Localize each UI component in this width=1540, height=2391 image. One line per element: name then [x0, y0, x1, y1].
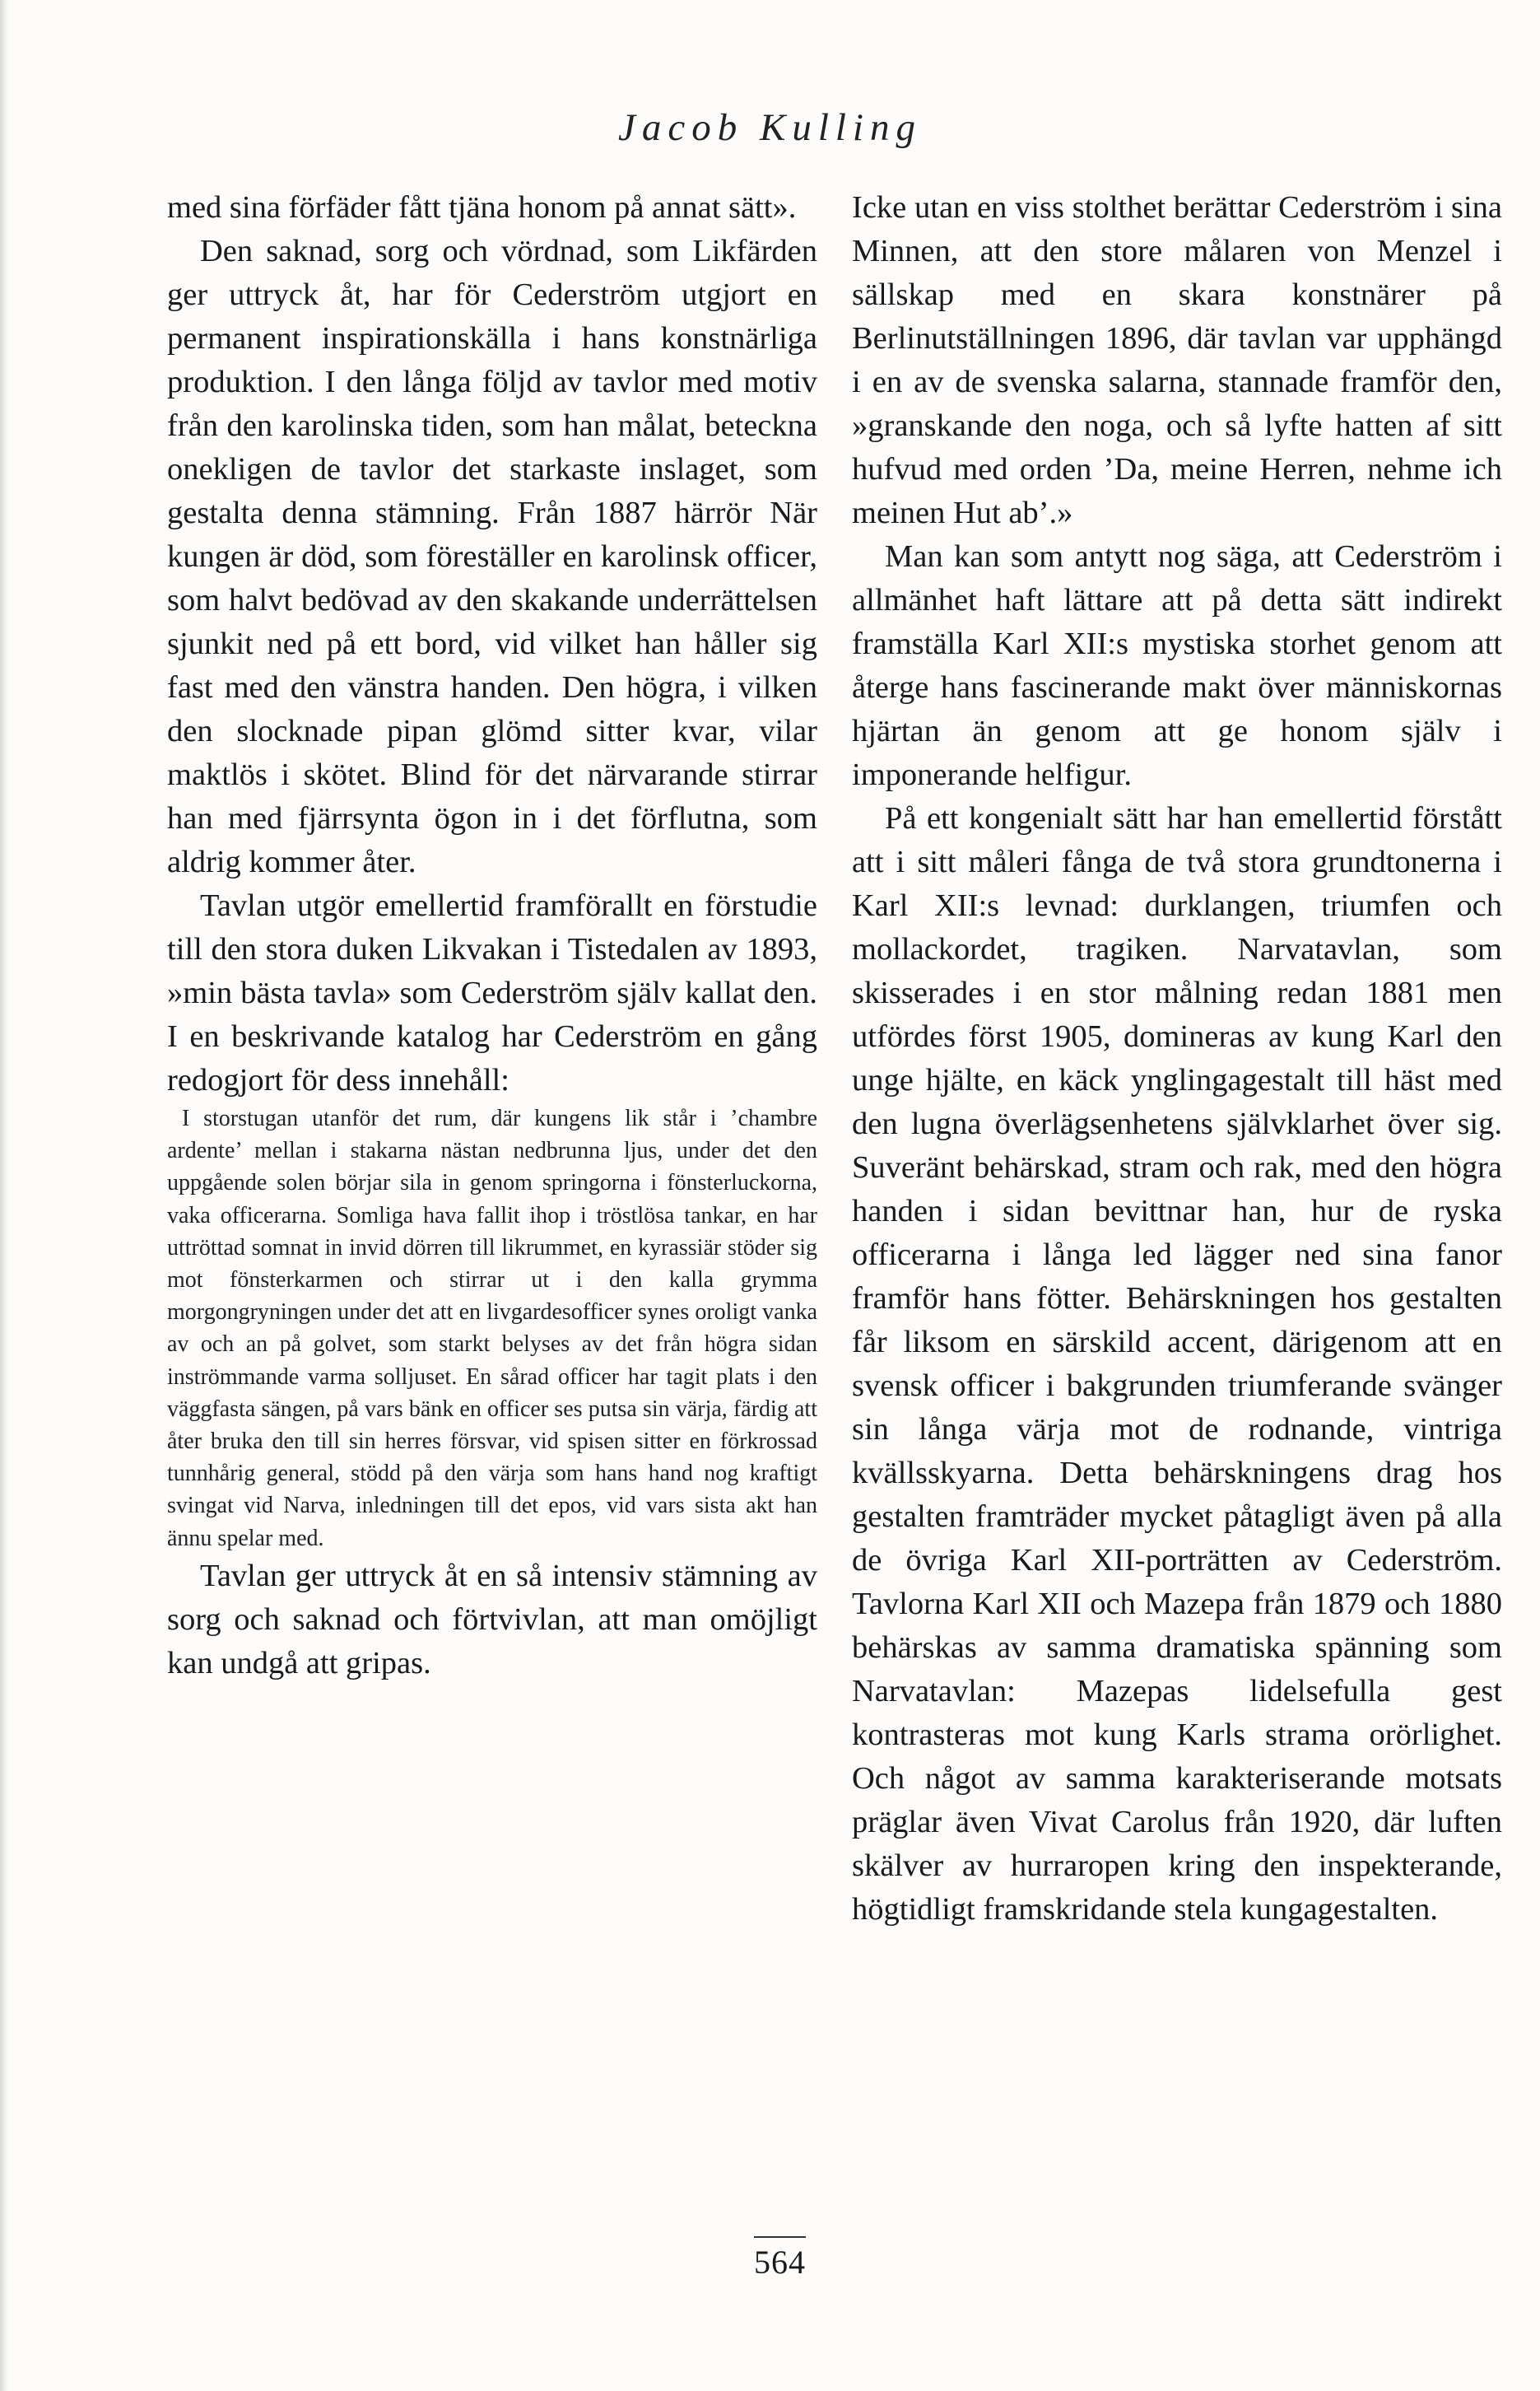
paragraph: Tavlan ger uttryck åt en så intensiv stämning av sorg och saknad och förtvivlan, att man omöjligt kan undgå att gripas.: [167, 1558, 817, 1680]
page-number: 564: [754, 2236, 806, 2281]
right-column: [852, 186, 1502, 1932]
paragraph: Icke utan en viss stolthet berättar Cederström i sina Minnen, att den store målaren von Menzel i sällskap med en skara konstnärer på Berlinutställningen 1896, där tavlan var upphängd i en av de svenska salarna, stannade framför den, »granskande den noga, och så lyfte hatten af sitt hufvud med orden ’Da, meine Herren, nehme ich meinen Hut ab’.»: [852, 190, 1502, 530]
paragraph: På ett kongenialt sätt har han emellertid förstått att i sitt måleri fånga de två stora grundtonerna i Karl XII:s levnad: durklangen, triumfen och mollackordet, tragiken. Narvatavlan, som skisserades i en stor målning redan 1881 men utfördes först 1905, domineras av kung Karl den unge hjälte, en käck ynglingagestalt till häst med den lugna överlägsenhetens självklarhet över sig. Suveränt behärskad, stram och rak, med den högra handen i sidan bevittnar han, hur de ryska officerarna i långa led lägger ned sina fanor framför hans fötter. Behärskningen hos gestalten får liksom en särskild accent, därigenom att en svensk officer i bakgrunden triumferande svänger sin långa värja mot de rodnande, vintriga kvällsskyarna. Detta behärskningens drag hos gestalten framträder mycket påtagligt även på alla de övriga Karl XII-porträtten av Cederström. Tavlorna Karl XII och Mazepa från 1879 och 1880 behärskas av samma dramatiska spänning som Narvatavlan: Mazepas lidelsefulla gest kontrasteras mot kung Karls strama orörlighet. Och något av samma karakteriserande motsats präglar även Vivat Carolus från 1920, där luften skälver av hurraropen kring den inspekterande, högtidligt framskridande stela kungagestalten.: [852, 801, 1502, 1927]
paragraph: Man kan som antytt nog säga, att Cederström i allmänhet haft lättare att på detta sätt indirekt framställa Karl XII:s mystiska storhet genom att återge hans fascinerande makt över människornas hjärtan än genom att ge honom själv i imponerande helfigur.: [852, 539, 1502, 792]
running-title: Jacob Kulling: [618, 106, 922, 149]
paragraph: Tavlan utgör emellertid framförallt en förstudie till den stora duken Likvakan i Tistedalen av 1893, »min bästa tavla» som Cederström själv kallat den. I en beskrivande katalog har Cederström en gång redogjort för dess innehåll:: [167, 888, 817, 1098]
page-edge-shadow: [0, 0, 8, 2391]
block-quote: I storstugan utanför det rum, där kungens lik står i ’chambre ardente’ mellan i stakarna nästan nedbrunna ljus, under det den uppgående solen börjar sila in genom springorna i fönsterluckorna, vaka officerarna. Somliga hava fallit ihop i tröstlösa tankar, en har uttröttad somnat in invid dörren till likrummet, en kyrassiär stöder sig mot fönsterkarmen och stirrar ut i den kalla grymma morgongryningen under det att en livgardesofficer synes oroligt vanka av och an på golvet, som starkt belyses av det från högra sidan inströmmande varma solljuset. En sårad officer har tagit plats i den väggfasta sängen, på vars bänk en officer ses putsa sin värja, färdig att åter bruka den till sin herres försvar, vid spisen sitter en förkrossad tunnhårig general, stödd på den värja som hans hand nog kraftigt svingat vid Narva, inledningen till det epos, vid vars sista akt han ännu spelar med.: [167, 1106, 817, 1551]
paragraph: med sina förfäder fått tjäna honom på annat sätt».: [167, 190, 797, 225]
left-column: [167, 186, 817, 1685]
page-number-area: [0, 2236, 1540, 2281]
paragraph: Den saknad, sorg och vördnad, som Likfärden ger uttryck åt, har för Cederström utgjort en permanent inspirationskälla i hans konstnärliga produktion. I den långa följd av tavlor med motiv från den karolinska tiden, som han målat, beteckna onekligen de tavlor det starkaste inslaget, som gestalta denna stämning. Från 1887 härrör När kungen är död, som föreställer en karolinsk officer, som halvt bedövad av den skakande underrättelsen sjunkit ned på ett bord, vid vilket han håller sig fast med den vänstra handen. Den högra, i vilken den slocknade pipan glömd sitter kvar, vilar maktlös i skötet. Blind för det närvarande stirrar han med fjärrsynta ögon in i det förflutna, som aldrig kommer åter.: [167, 234, 817, 879]
